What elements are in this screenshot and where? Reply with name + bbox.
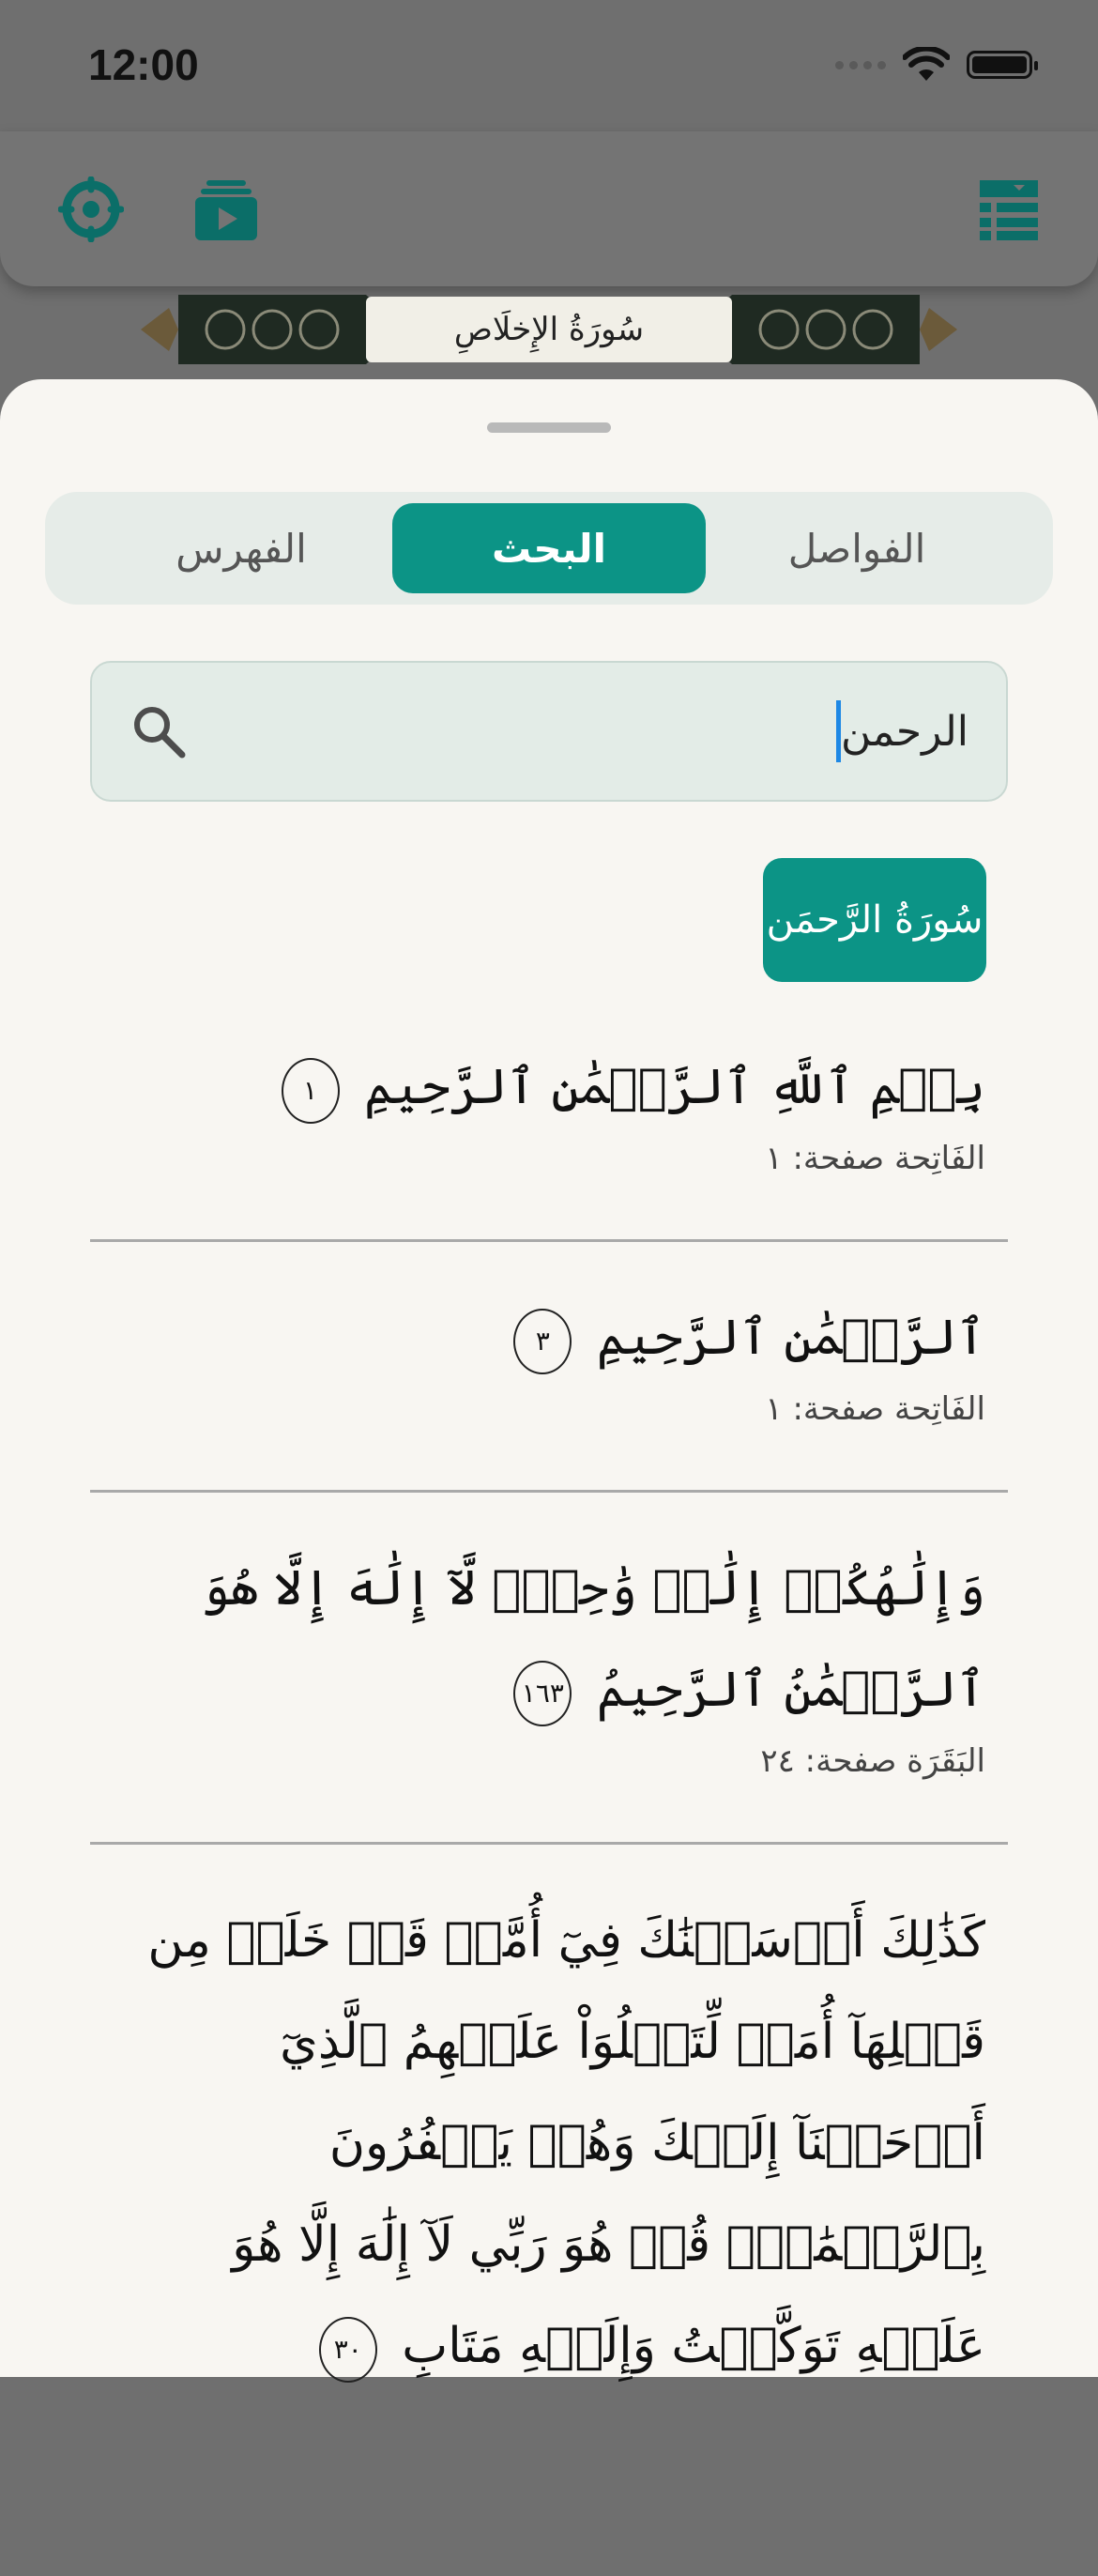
result-item[interactable]	[90, 1538, 1008, 1845]
search-input-value: الرحمن	[840, 707, 968, 756]
divider	[90, 1490, 1008, 1493]
result-meta: الفَاتِحة صفحة: ١	[765, 1390, 985, 1428]
play-list-icon[interactable]	[193, 176, 259, 242]
ayah-number-marker: ٣	[513, 1309, 572, 1374]
search-bottom-sheet	[0, 379, 1098, 2377]
surah-header-banner	[141, 289, 957, 370]
result-meta: البَقَرَة صفحة: ٢٤	[760, 1742, 985, 1780]
top-toolbar	[0, 131, 1098, 286]
search-icon[interactable]	[130, 702, 188, 760]
ayah-number-marker: ٣٠	[319, 2317, 377, 2383]
status-icons	[835, 47, 1032, 83]
result-verse-text	[90, 1890, 985, 2397]
tab-index[interactable]: الفهرس	[175, 525, 307, 572]
search-field[interactable]	[90, 661, 1008, 802]
verse-text: كَذَٰلِكَ أَرۡسَلۡنَٰكَ فِيٓ أُمَّةٖ قَدۡ خَلَتۡ مِن قَبۡلِهَآ أُمَمٞ لِّتَتۡلُوَاْ عَلَيۡهِمُ ٱلَّذِيٓ أَوۡحَيۡنَآ إِلَيۡكَ وَهُمۡ يَكۡفُرُونَ بِٱلرَّحۡمَٰنِۚ قُلۡ هُوَ رَبِّي لَآ إِلَٰهَ إِلَّا هُوَ عَلَيۡهِ تَوَكَّلۡتُ وَإِلَيۡهِ مَتَابِ	[147, 1912, 985, 2374]
settings-gear-icon[interactable]	[58, 176, 124, 242]
status-bar	[0, 0, 1098, 131]
divider	[90, 1239, 1008, 1242]
result-item[interactable]	[90, 1036, 1008, 1242]
search-results-list	[90, 1036, 1008, 2576]
cellular-signal-icon	[835, 61, 886, 69]
text-caret	[836, 700, 841, 762]
wifi-icon	[903, 47, 950, 83]
result-meta: الفَاتِحة صفحة: ١	[765, 1140, 985, 1177]
table-of-contents-icon[interactable]	[976, 176, 1042, 242]
sheet-grabber[interactable]	[487, 422, 611, 433]
surah-banner-title: سُورَةُ الإِخلَاصِ	[366, 297, 732, 362]
surah-result-chip[interactable]: سُورَةُ الرَّحمَن	[763, 858, 986, 982]
result-item[interactable]	[90, 1890, 1008, 2397]
status-time: 12:00	[88, 40, 199, 89]
result-verse-text	[90, 1538, 985, 1740]
segmented-tabs	[45, 492, 1053, 605]
tab-bookmarks[interactable]: الفواصل	[787, 525, 926, 572]
verse-text: بِسۡمِ ٱللَّهِ ٱلرَّحۡمَٰنِ ٱلرَّحِيمِ	[364, 1059, 985, 1115]
divider	[90, 1842, 1008, 1845]
search-input[interactable]	[832, 698, 968, 764]
verse-text: ٱلرَّحۡمَٰنِ ٱلرَّحِيمِ	[596, 1310, 985, 1366]
result-item[interactable]	[90, 1287, 1008, 1493]
result-verse-text	[90, 1287, 985, 1388]
result-verse-text	[90, 1036, 985, 1138]
tab-search[interactable]: البحث	[392, 503, 706, 593]
verse-text: وَإِلَٰهُكُمۡ إِلَٰهٞ وَٰحِدٞۖ لَّآ إِلَٰهَ إِلَّا هُوَ ٱلرَّحۡمَٰنُ ٱلرَّحِيمُ	[201, 1560, 985, 1718]
battery-icon	[967, 51, 1032, 79]
ayah-number-marker: ١	[282, 1058, 340, 1124]
ayah-number-marker: ١٦٣	[513, 1661, 572, 1726]
